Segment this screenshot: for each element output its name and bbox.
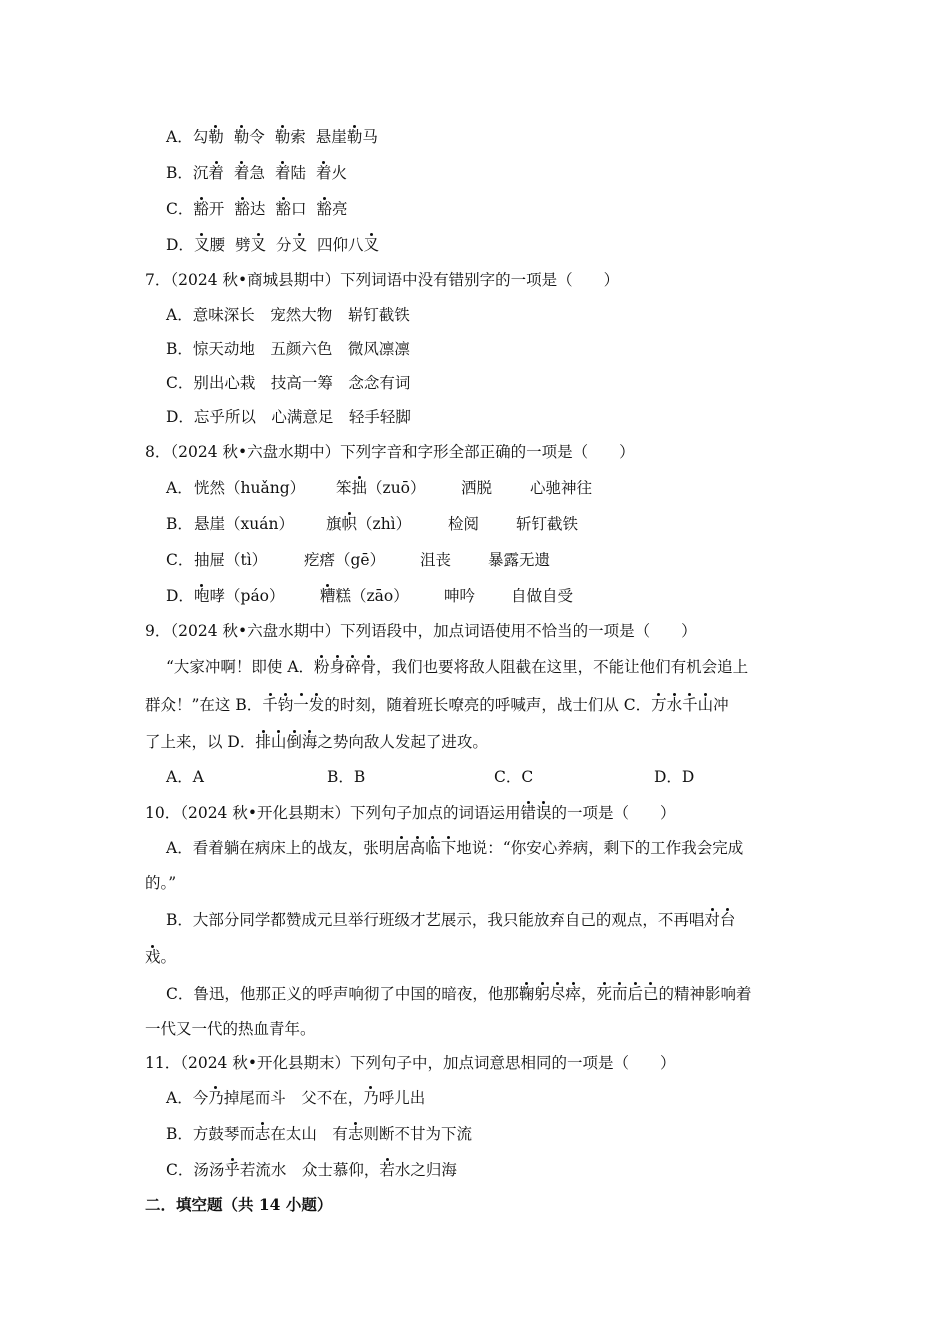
dotted-phrase: 万水千山 [651, 696, 714, 714]
item: 旗帜（zhì） [326, 515, 412, 533]
text: 冲 [713, 696, 729, 714]
q11-option-a [166, 1087, 425, 1109]
option-label: A． [166, 128, 193, 146]
item: 糟糕（zāo） [320, 587, 409, 605]
item: 咆哮（páo） [194, 587, 285, 605]
q11-option-c [166, 1159, 457, 1181]
q11-stem: 11．（2024 秋•开化县期末）下列句子中，加点词意思相同的一项是（ ） [145, 1054, 676, 1072]
text: C．汤汤 [166, 1161, 225, 1179]
text: B．大部分同学都赞成元旦举行班级才艺展示，我只能放弃自己的观点，不再唱 [166, 911, 705, 929]
option-label: A． [166, 479, 193, 497]
q7-option-a: A．意味深长 宠然大物 崭钉截铁 [166, 306, 410, 324]
dotted-phrase: 千钧一发 [262, 696, 325, 714]
text: 的精神影响着 [658, 985, 752, 1003]
option: D．D [654, 768, 695, 786]
word: 着急 [233, 164, 265, 182]
text: 的一项是（ ） [551, 804, 676, 822]
q6-option-d [166, 234, 379, 256]
item: 恍然（huǎng） [194, 479, 306, 497]
q8-stem: 8．（2024 秋•六盘水期中）下列字音和字形全部正确的一项是（ ） [145, 443, 635, 461]
text: C．鲁迅，他那正义的呼声响彻了中国的暗夜，他那 [166, 985, 519, 1003]
q7-option-c: C．别出心栽 技高一筹 念念有词 [166, 374, 411, 392]
q10-option-a-line [166, 837, 743, 859]
word: 豁口 [275, 200, 307, 218]
text: 之势向敌人发起了进攻。 [317, 733, 488, 751]
q7-option-b: B．惊天动地 五颜六色 微风凛凛 [166, 340, 410, 358]
word: 豁开 [193, 200, 225, 218]
word: 沉着 [192, 164, 224, 182]
item: 抽屉（tì） [194, 551, 268, 569]
text: 了上来，以 D． [145, 733, 256, 751]
option-label: B． [166, 164, 193, 182]
text: 水之归海 [394, 1161, 457, 1179]
word: 豁亮 [316, 200, 348, 218]
dotted-phrase: 志 [347, 1125, 364, 1143]
word: 勒索 [274, 128, 306, 146]
text: ， [580, 985, 597, 1003]
dotted-phrase: 死而后已 [596, 985, 659, 1003]
option-label: D． [166, 587, 194, 605]
option-label: B． [166, 515, 193, 533]
q10-option-b-cont [145, 946, 176, 968]
option-label: C． [166, 200, 194, 218]
text: 呼儿出 [378, 1089, 426, 1107]
item: 自做自受 [511, 587, 574, 605]
text: 若流水 众士慕仰， [239, 1161, 380, 1179]
dotted-phrase: 乃 [363, 1089, 379, 1107]
dotted-phrase: 戏 [145, 948, 161, 966]
text: A．今 [166, 1089, 209, 1107]
word: 四仰八叉 [317, 236, 380, 254]
q10-option-a-cont: 的。” [145, 874, 177, 892]
dotted-phrase: 对台 [704, 911, 736, 929]
q6-option-a [166, 126, 378, 148]
item: 暴露无遗 [488, 551, 551, 569]
item: 检阅 [448, 515, 480, 533]
q9-paragraph-line [145, 731, 488, 753]
q10-option-c-cont: 一代又一代的热血青年。 [145, 1020, 316, 1038]
dotted-phrase: 居高临下 [394, 839, 457, 857]
q7-option-d: D．忘乎所以 心满意足 轻手轻脚 [166, 408, 411, 426]
text: 10．（2024 秋•开化县期末）下列句子加点的词语运用 [145, 804, 521, 822]
word: 勾勒 [192, 128, 224, 146]
word: 叉腰 [193, 236, 225, 254]
text: 群众！”在这 B． [145, 696, 263, 714]
word: 着陆 [274, 164, 306, 182]
q6-option-c [166, 198, 348, 220]
item: 呻吟 [444, 587, 476, 605]
section-heading: 二．填空题（共 14 小题） [145, 1195, 333, 1214]
dotted-phrase: 错误 [520, 804, 552, 822]
dotted-phrase: 乃 [208, 1089, 224, 1107]
text: ，我们也要将敌人阻截在这里，不能让他们有机会追上 [376, 658, 749, 676]
dotted-phrase: 排山倒海 [255, 733, 318, 751]
option-label: C． [166, 551, 194, 569]
word: 悬崖勒马 [315, 128, 378, 146]
q10-option-b-line [166, 909, 735, 931]
q11-option-b [166, 1123, 472, 1145]
dotted-phrase: 粉身碎骨 [314, 658, 377, 676]
q6-option-b [166, 162, 347, 184]
item: 洒脱 [461, 479, 493, 497]
q7-stem: 7．（2024 秋•商城县期中）下列词语中没有错别字的一项是（ ） [145, 271, 620, 289]
q9-paragraph-line [145, 694, 729, 716]
option-label: D． [166, 236, 194, 254]
dotted-phrase: 若 [379, 1161, 395, 1179]
text: A．看着躺在病床上的战友，张明 [166, 839, 395, 857]
option: A．A [166, 768, 204, 786]
item: 悬崖（xuán） [194, 515, 294, 533]
text: 在太山 有 [270, 1125, 348, 1143]
word: 豁达 [234, 200, 266, 218]
q9-stem: 9．（2024 秋•六盘水期中）下列语段中，加点词语使用不恰当的一项是（ ） [145, 622, 697, 640]
word: 劈叉 [234, 236, 266, 254]
text: B．方鼓琴而 [166, 1125, 255, 1143]
word: 着火 [315, 164, 348, 182]
dotted-phrase: 志 [254, 1125, 271, 1143]
dotted-phrase: 乎 [224, 1161, 240, 1179]
text: 的时刻，随着班长嘹亮的呼喊声，战士们从 C． [324, 696, 652, 714]
text: 掉尾而斗 父不在， [223, 1089, 364, 1107]
text: 则断不甘为下流 [363, 1125, 472, 1143]
text: 地说：“你安心养病，剩下的工作我会完成 [456, 839, 744, 857]
dotted-phrase: 鞠躬尽瘁 [518, 985, 581, 1003]
item: 斩钉截铁 [516, 515, 579, 533]
item: 心驰神往 [530, 479, 593, 497]
q10-stem [145, 802, 676, 824]
option: C．C [494, 768, 534, 786]
text: “大家冲啊！即使 A． [166, 658, 315, 676]
option: B．B [327, 768, 366, 786]
q9-paragraph-line [166, 656, 748, 678]
text: 。 [160, 948, 177, 966]
item: 笨拙（zuō） [336, 479, 426, 497]
word: 勒令 [233, 128, 265, 146]
q10-option-c-line [166, 983, 752, 1005]
item: 沮丧 [420, 551, 452, 569]
item: 疙瘩（gē） [304, 551, 386, 569]
word: 分叉 [276, 236, 308, 254]
